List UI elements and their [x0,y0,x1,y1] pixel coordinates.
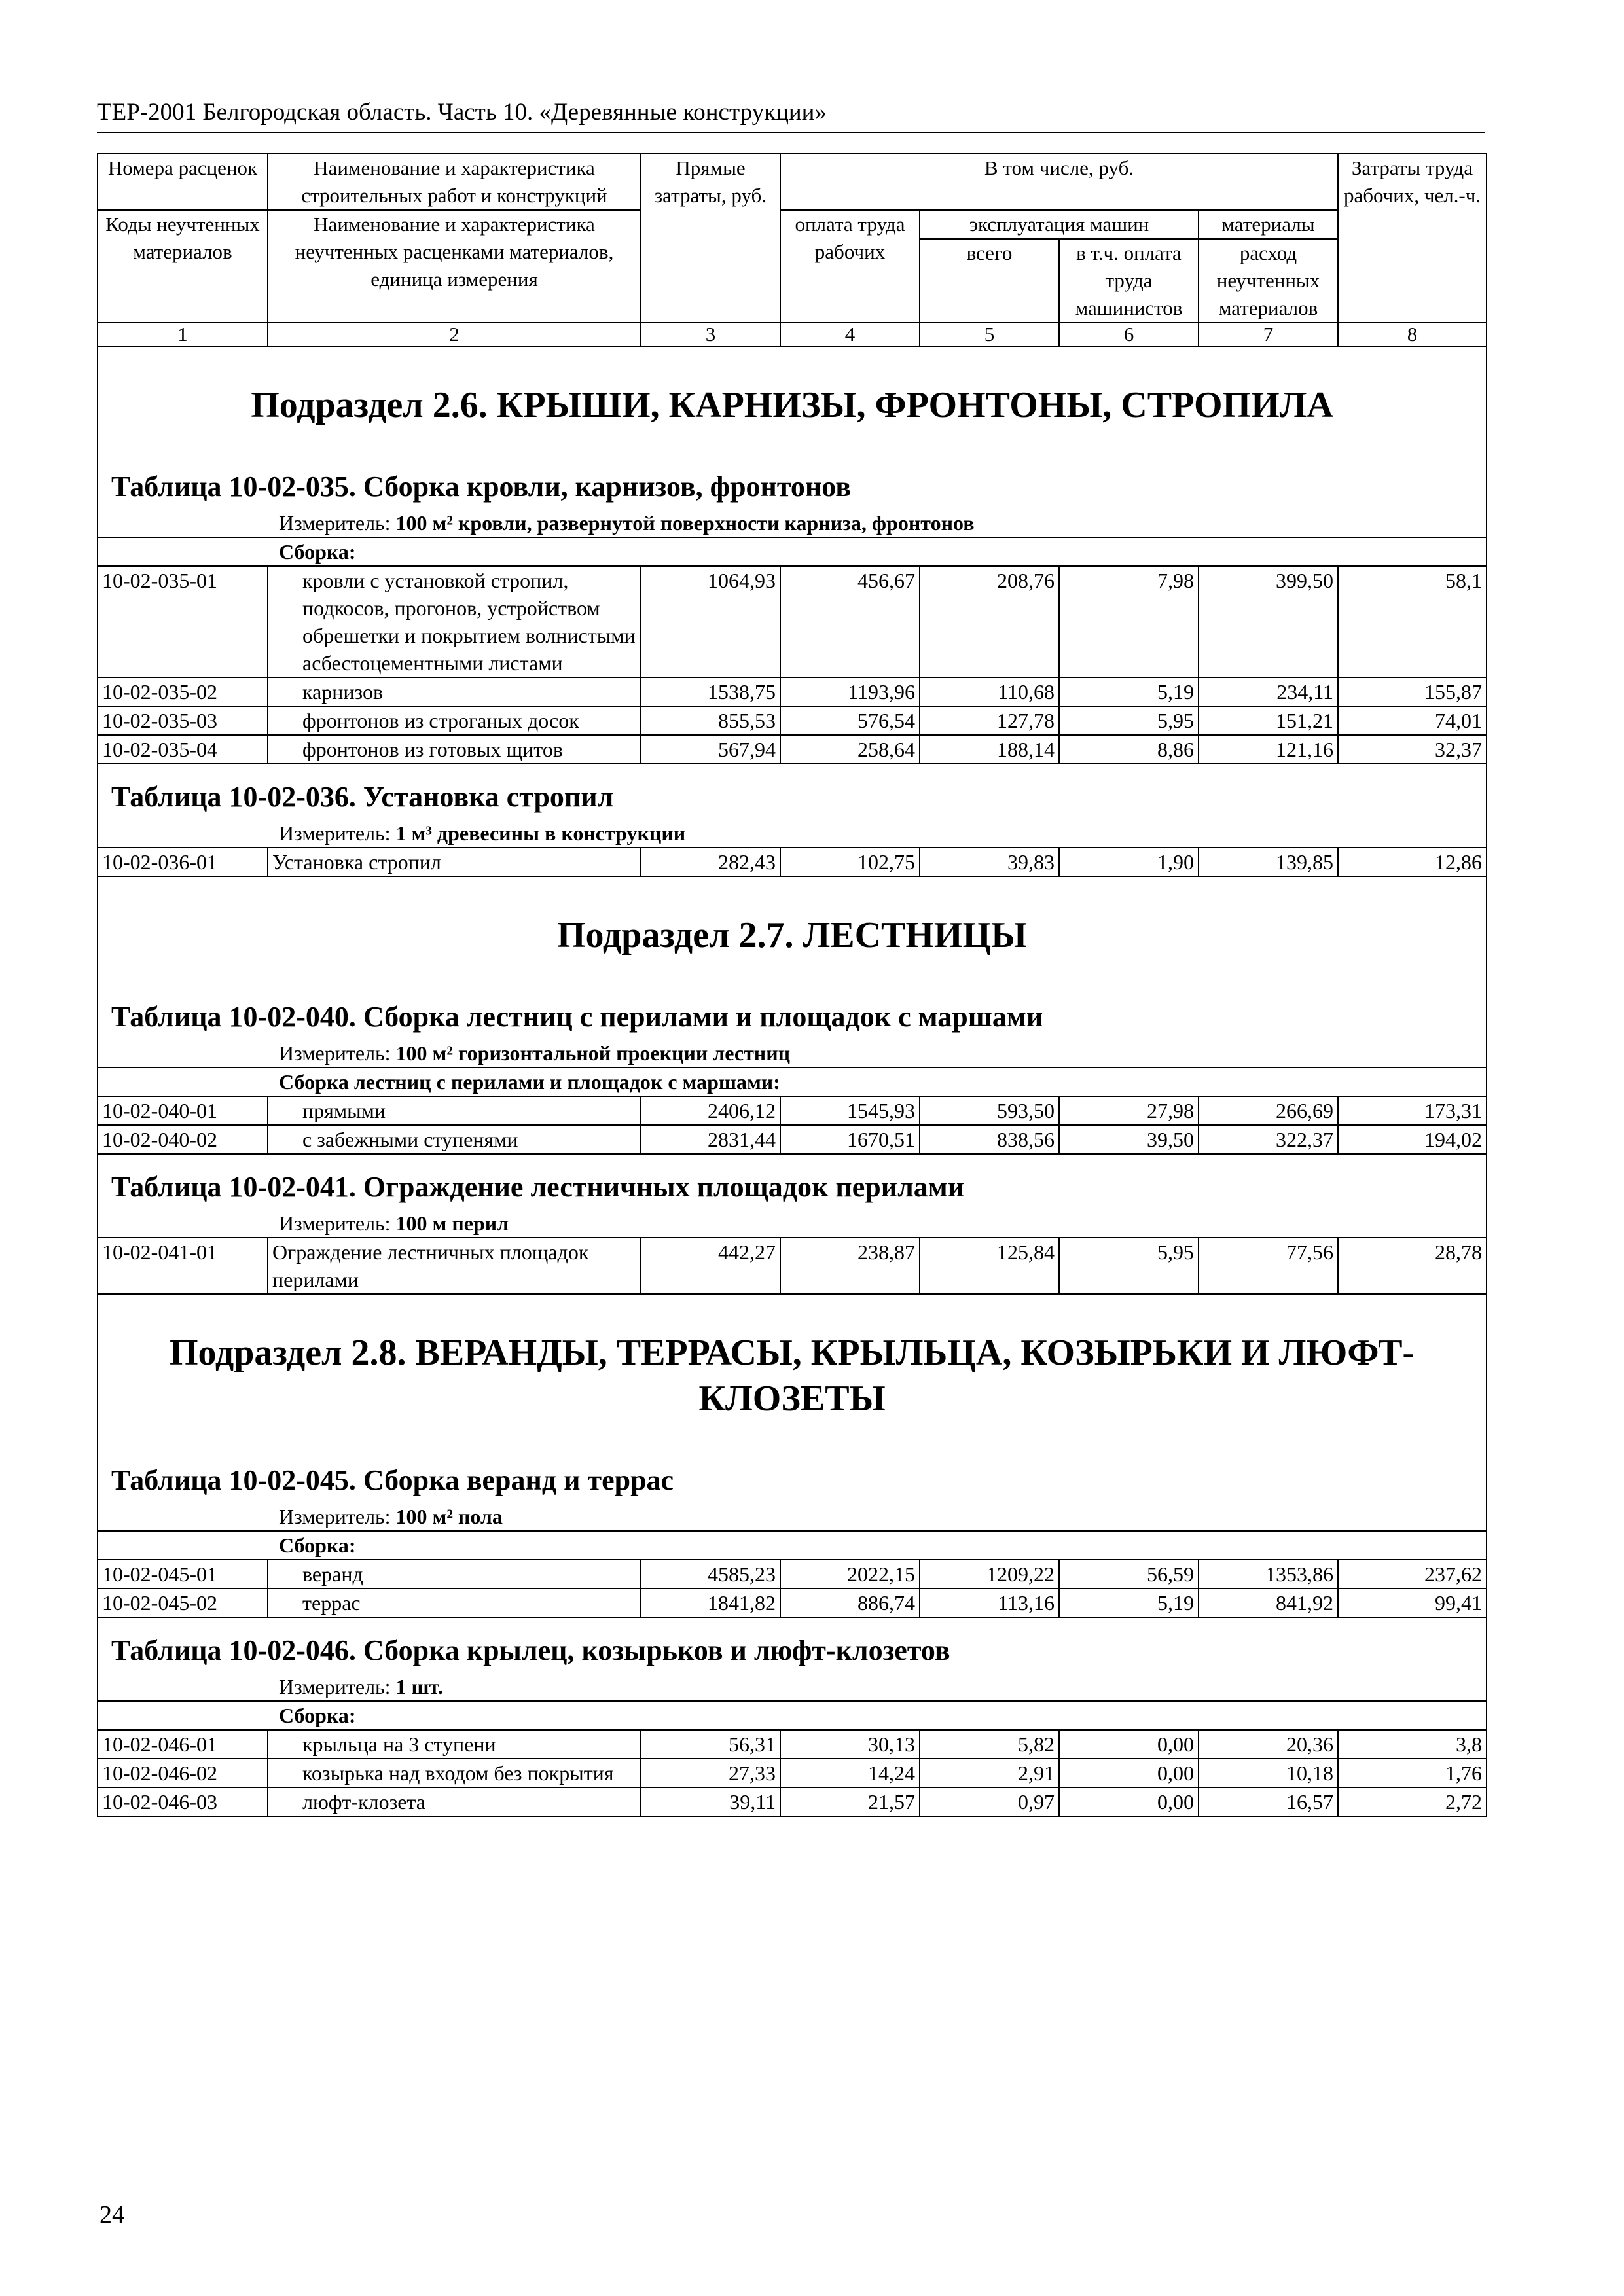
rate-code: 10-02-046-03 [98,1787,268,1816]
workers-wages-cell: 456,67 [780,566,920,677]
meter-row [98,819,1487,848]
meter [98,819,1487,848]
table-row [98,1096,1487,1125]
labor-hours-cell: 173,31 [1338,1096,1487,1125]
table-title-row [98,454,1487,509]
subheading: Сборка: [98,1701,1487,1730]
meter [98,1039,1487,1067]
machinists-wages-cell: 0,00 [1059,1787,1199,1816]
direct-costs-cell: 855,53 [641,706,780,735]
machinists-wages-cell: 7,98 [1059,566,1199,677]
work-name: Ограждение лестничных площадок перилами [268,1238,641,1294]
col-material-codes-header: Коды неучтенных материалов [98,210,268,323]
column-number: 2 [268,323,641,346]
subheading: Сборка: [98,1531,1487,1560]
direct-costs-cell: 1841,82 [641,1588,780,1617]
labor-hours-cell: 1,76 [1338,1759,1487,1787]
machines-total-cell: 2,91 [920,1759,1059,1787]
work-name: с забежными ступенями [268,1125,641,1154]
materials-cell: 841,92 [1199,1588,1338,1617]
rate-code: 10-02-046-02 [98,1759,268,1787]
work-name: прямыми [268,1096,641,1125]
materials-cell: 322,37 [1199,1125,1338,1154]
meter-label: Измеритель: [279,1041,391,1065]
machines-total-cell: 113,16 [920,1588,1059,1617]
meter-value: 1 м³ древесины в конструкции [395,821,686,845]
column-number: 1 [98,323,268,346]
subheading-row [98,537,1487,566]
meter [98,1503,1487,1531]
table-row [98,1125,1487,1154]
column-number: 5 [920,323,1059,346]
machines-total-cell: 188,14 [920,735,1059,764]
labor-hours-cell: 3,8 [1338,1730,1487,1759]
col-rate-number-header: Номера расценок [98,154,268,210]
materials-cell: 139,85 [1199,848,1338,876]
col-labor-header: Затраты труда рабочих, чел.-ч. [1338,154,1487,323]
meter [98,509,1487,537]
workers-wages-cell: 1670,51 [780,1125,920,1154]
machines-total-cell: 5,82 [920,1730,1059,1759]
machinists-wages-cell: 1,90 [1059,848,1199,876]
table-title-row [98,1154,1487,1210]
materials-cell: 151,21 [1199,706,1338,735]
table-title: Таблица 10-02-041. Ограждение лестничных площадок перилами [98,1154,1487,1210]
machinists-wages-cell: 27,98 [1059,1096,1199,1125]
table-title-row [98,1448,1487,1503]
machinists-wages-cell: 8,86 [1059,735,1199,764]
table-row [98,735,1487,764]
table-title-row [98,764,1487,819]
rate-code: 10-02-035-03 [98,706,268,735]
table-title: Таблица 10-02-036. Установка стропил [98,764,1487,819]
table-row [98,566,1487,677]
labor-hours-cell: 58,1 [1338,566,1487,677]
machines-total-cell: 0,97 [920,1787,1059,1816]
meter-value: 100 м² пола [395,1505,503,1528]
rate-code: 10-02-046-01 [98,1730,268,1759]
rate-code: 10-02-035-02 [98,677,268,706]
col-work-name-header: Наименование и характеристика строительных работ и конструкций [268,154,641,210]
materials-cell: 10,18 [1199,1759,1338,1787]
machinists-wages-cell: 5,19 [1059,677,1199,706]
subheading-row [98,1531,1487,1560]
machinists-wages-cell: 0,00 [1059,1730,1199,1759]
rate-code: 10-02-040-01 [98,1096,268,1125]
labor-hours-cell: 74,01 [1338,706,1487,735]
workers-wages-cell: 14,24 [780,1759,920,1787]
table-row [98,1588,1487,1617]
table-title: Таблица 10-02-035. Сборка кровли, карнизов, фронтонов [98,454,1487,509]
meter-label: Измеритель: [279,821,391,845]
labor-hours-cell: 155,87 [1338,677,1487,706]
labor-hours-cell: 237,62 [1338,1560,1487,1588]
work-name: люфт-клозета [268,1787,641,1816]
workers-wages-cell: 1545,93 [780,1096,920,1125]
column-number: 7 [1199,323,1338,346]
table-row [98,1238,1487,1294]
machinists-wages-cell: 56,59 [1059,1560,1199,1588]
subheading-row [98,1701,1487,1730]
col-machines-header: эксплуатация машин [920,210,1199,239]
rate-code: 10-02-045-02 [98,1588,268,1617]
table-title: Таблица 10-02-046. Сборка крылец, козырьков и люфт-клозетов [98,1617,1487,1673]
machines-total-cell: 838,56 [920,1125,1059,1154]
section-title: Подраздел 2.6. КРЫШИ, КАРНИЗЫ, ФРОНТОНЫ, СТРОПИЛА [98,346,1487,454]
table-title-row [98,984,1487,1039]
col-material-name-header: Наименование и характеристика неучтенных расценками материалов, единица измерения [268,210,641,323]
workers-wages-cell: 238,87 [780,1238,920,1294]
meter [98,1673,1487,1701]
column-numbers-row [98,323,1487,346]
section-title: Подраздел 2.8. ВЕРАНДЫ, ТЕРРАСЫ, КРЫЛЬЦА, КОЗЫРЬКИ И ЛЮФТ-КЛОЗЕТЫ [98,1294,1487,1448]
table-title: Таблица 10-02-045. Сборка веранд и террас [98,1448,1487,1503]
direct-costs-cell: 1538,75 [641,677,780,706]
meter-row [98,1039,1487,1067]
machines-total-cell: 208,76 [920,566,1059,677]
machines-total-cell: 1209,22 [920,1560,1059,1588]
materials-cell: 234,11 [1199,677,1338,706]
labor-hours-cell: 28,78 [1338,1238,1487,1294]
table-title: Таблица 10-02-040. Сборка лестниц с перилами и площадок с маршами [98,984,1487,1039]
rate-code: 10-02-045-01 [98,1560,268,1588]
work-name: террас [268,1588,641,1617]
labor-hours-cell: 32,37 [1338,735,1487,764]
machinists-wages-cell: 0,00 [1059,1759,1199,1787]
machines-total-cell: 39,83 [920,848,1059,876]
col-unaccounted-materials-header: расход неучтенных материалов [1199,239,1338,323]
labor-hours-cell: 99,41 [1338,1588,1487,1617]
workers-wages-cell: 102,75 [780,848,920,876]
work-name: крыльца на 3 ступени [268,1730,641,1759]
section-title-row [98,346,1487,454]
machinists-wages-cell: 39,50 [1059,1125,1199,1154]
table-row [98,1730,1487,1759]
section-title-row [98,876,1487,984]
table-body [98,346,1487,1816]
direct-costs-cell: 39,11 [641,1787,780,1816]
table-row [98,1787,1487,1816]
col-materials-header: материалы [1199,210,1338,239]
column-number: 8 [1338,323,1487,346]
meter-label: Измеритель: [279,511,391,535]
table-row [98,1560,1487,1588]
meter-label: Измеритель: [279,1211,391,1235]
rate-code: 10-02-035-01 [98,566,268,677]
column-number: 4 [780,323,920,346]
labor-hours-cell: 12,86 [1338,848,1487,876]
meter-row [98,509,1487,537]
work-name: фронтонов из готовых щитов [268,735,641,764]
meter-label: Измеритель: [279,1505,391,1528]
col-including-header: В том числе, руб. [780,154,1338,210]
work-name: веранд [268,1560,641,1588]
work-name: козырька над входом без покрытия [268,1759,641,1787]
direct-costs-cell: 282,43 [641,848,780,876]
meter-row [98,1503,1487,1531]
labor-hours-cell: 194,02 [1338,1125,1487,1154]
page-number: 24 [99,2201,124,2229]
materials-cell: 77,56 [1199,1238,1338,1294]
materials-cell: 1353,86 [1199,1560,1338,1588]
labor-hours-cell: 2,72 [1338,1787,1487,1816]
materials-cell: 399,50 [1199,566,1338,677]
workers-wages-cell: 30,13 [780,1730,920,1759]
column-number: 6 [1059,323,1199,346]
workers-wages-cell: 258,64 [780,735,920,764]
section-title: Подраздел 2.7. ЛЕСТНИЦЫ [98,876,1487,984]
meter-value: 100 м перил [395,1211,509,1235]
workers-wages-cell: 21,57 [780,1787,920,1816]
section-title-row [98,1294,1487,1448]
materials-cell: 20,36 [1199,1730,1338,1759]
workers-wages-cell: 576,54 [780,706,920,735]
column-number: 3 [641,323,780,346]
materials-cell: 16,57 [1199,1787,1338,1816]
meter-label: Измеритель: [279,1675,391,1698]
table-title-row [98,1617,1487,1673]
machinists-wages-cell: 5,95 [1059,1238,1199,1294]
meter-value: 100 м² кровли, развернутой поверхности карниза, фронтонов [395,511,975,535]
subheading-row [98,1067,1487,1096]
machines-total-cell: 110,68 [920,677,1059,706]
direct-costs-cell: 2831,44 [641,1125,780,1154]
meter-row [98,1673,1487,1701]
page-header: ТЕР-2001 Белгородская область. Часть 10. «Деревянные конструкции» [97,98,1485,133]
meter-value: 100 м² горизонтальной проекции лестниц [395,1041,791,1065]
rate-code: 10-02-041-01 [98,1238,268,1294]
machines-total-cell: 125,84 [920,1238,1059,1294]
direct-costs-cell: 442,27 [641,1238,780,1294]
direct-costs-cell: 27,33 [641,1759,780,1787]
materials-cell: 121,16 [1199,735,1338,764]
work-name: карнизов [268,677,641,706]
machinists-wages-cell: 5,95 [1059,706,1199,735]
machines-total-cell: 593,50 [920,1096,1059,1125]
rates-table [97,153,1487,1817]
table-row [98,1759,1487,1787]
table-header [98,154,1487,346]
direct-costs-cell: 56,31 [641,1730,780,1759]
meter-row [98,1210,1487,1238]
direct-costs-cell: 2406,12 [641,1096,780,1125]
rate-code: 10-02-040-02 [98,1125,268,1154]
meter [98,1210,1487,1238]
work-name: Установка стропил [268,848,641,876]
direct-costs-cell: 567,94 [641,735,780,764]
materials-cell: 266,69 [1199,1096,1338,1125]
col-direct-costs-header: Прямые затраты, руб. [641,154,780,323]
table-row [98,677,1487,706]
machines-total-cell: 127,78 [920,706,1059,735]
rate-code: 10-02-035-04 [98,735,268,764]
direct-costs-cell: 4585,23 [641,1560,780,1588]
subheading: Сборка лестниц с перилами и площадок с маршами: [98,1067,1487,1096]
work-name: фронтонов из строганых досок [268,706,641,735]
workers-wages-cell: 886,74 [780,1588,920,1617]
work-name: кровли с установкой стропил, подкосов, прогонов, устройством обрешетки и покрытием волнистыми асбестоцементными листами [268,566,641,677]
table-row [98,706,1487,735]
col-machinists-wages-header: в т.ч. оплата труда машинистов [1059,239,1199,323]
subheading: Сборка: [98,537,1487,566]
direct-costs-cell: 1064,93 [641,566,780,677]
meter-value: 1 шт. [395,1675,443,1698]
col-wages-header: оплата труда рабочих [780,210,920,323]
table-row [98,848,1487,876]
rate-code: 10-02-036-01 [98,848,268,876]
machinists-wages-cell: 5,19 [1059,1588,1199,1617]
col-machines-total-header: всего [920,239,1059,323]
workers-wages-cell: 2022,15 [780,1560,920,1588]
workers-wages-cell: 1193,96 [780,677,920,706]
